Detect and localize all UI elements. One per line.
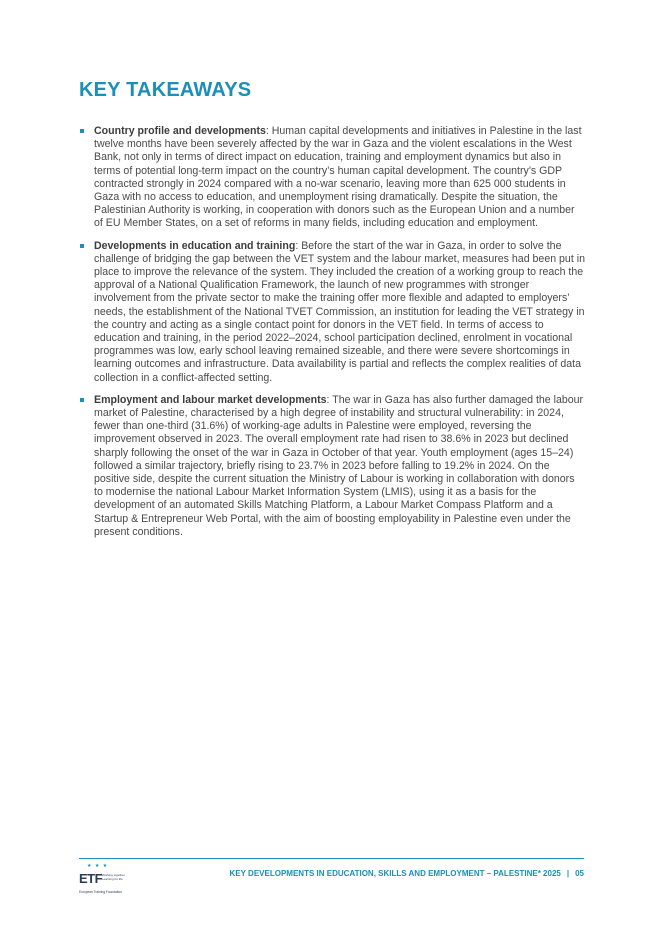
eu-stars-icon: ★ ★ ★ (87, 863, 109, 869)
logo-tagline-line: Working together (102, 873, 125, 877)
takeaway-employment-labour (79, 394, 585, 539)
takeaway-heading: Developments in education and training (94, 239, 296, 252)
takeaway-text: : Before the start of the war in Gaza, in order to solve the challenge of bridging the gap between the VET system and the labour market, measures had been put in place to improve the relevance of the system. They included the creation of a working group to reach the approval of a National Qualification Framework, the launch of new programmes with stronger involvement from the private sector to make the training offer more flexible and adapted to employers’ needs, the establishment of the National TVET Commission, an institution for leading the VET strategy in the country and acting as a single contact point for donors in the VET field. In terms of access to education and training, in the period 2022–2024, school participation declined, enrolment in vocational programmes was low, early school leaving remained sizeable, and there were severe shortcomings in learning outcomes and infrastructure. Data availability is partial and reflects the complex realities of data collection in a conflict-affected setting. (94, 239, 585, 384)
takeaway-text: : Human capital developments and initiatives in Palestine in the last twelve months have been severely affected by the war in Gaza and the violent escalations in the West Bank, not only in terms of direct impact on education, training and employment dynamics but also in terms of potential long-term impact on the country’s human capital development. The country’s GDP contracted strongly in 2024 compared with a no-war scenario, leaving more than 625 000 students in Gaza with no access to education, and unemployment rising dramatically. Despite the situation, the Palestinian Authority is working, in cooperation with donors such as the European Union and a number of EU Member States, on a set of reforms in many fields, including education and employment. (94, 125, 582, 230)
etf-logo (79, 863, 139, 897)
bullet-square-icon (80, 129, 84, 133)
footer-divider (79, 858, 584, 859)
logo-tagline (102, 874, 125, 881)
takeaway-heading: Employment and labour market developments (94, 393, 327, 406)
footer-separator: | (566, 869, 570, 878)
page-number: 05 (575, 869, 584, 878)
footer-running-title (230, 869, 584, 878)
bullet-square-icon (80, 244, 84, 248)
takeaway-education-training (79, 240, 585, 385)
page-title: KEY TAKEAWAYS (79, 79, 252, 101)
logo-mark: ETF (79, 871, 103, 886)
takeaways-list (79, 125, 585, 548)
bullet-square-icon (80, 398, 84, 402)
takeaway-country-profile (79, 125, 585, 231)
logo-organisation: European Training Foundation (79, 890, 122, 894)
takeaway-heading: Country profile and developments (94, 125, 266, 137)
page-footer (79, 858, 584, 898)
document-title: KEY DEVELOPMENTS IN EDUCATION, SKILLS AND EMPLOYMENT – PALESTINE* 2025 (229, 869, 561, 878)
takeaway-text: : The war in Gaza has also further damaged the labour market of Palestine, characterised by a high degree of instability and structural vulnerability: in 2024, fewer than one-third (31.6%) of working-age adults in Palestine were employed, reversing the improvement observed in 2023. The overall employment rate had risen to 38.6% in 2023 but declined sharply following the onset of the war in Gaza in October of that year. Youth employment (ages 15–24) followed a similar trajectory, briefly rising to 23.7% in 2023 before falling to 19.2% in 2024. On the positive side, despite the current situation the Ministry of Labour is working in collaboration with donors to modernise the national Labour Market Information System (LMIS), using it as a basis for the development of an automated Skills Matching Platform, a Labour Market Compass Platform and a Startup & Entrepreneur Web Portal, with the aim of boosting employability in Palestine even under the present conditions. (94, 393, 584, 538)
logo-tagline-line: Learning for life (102, 876, 123, 881)
